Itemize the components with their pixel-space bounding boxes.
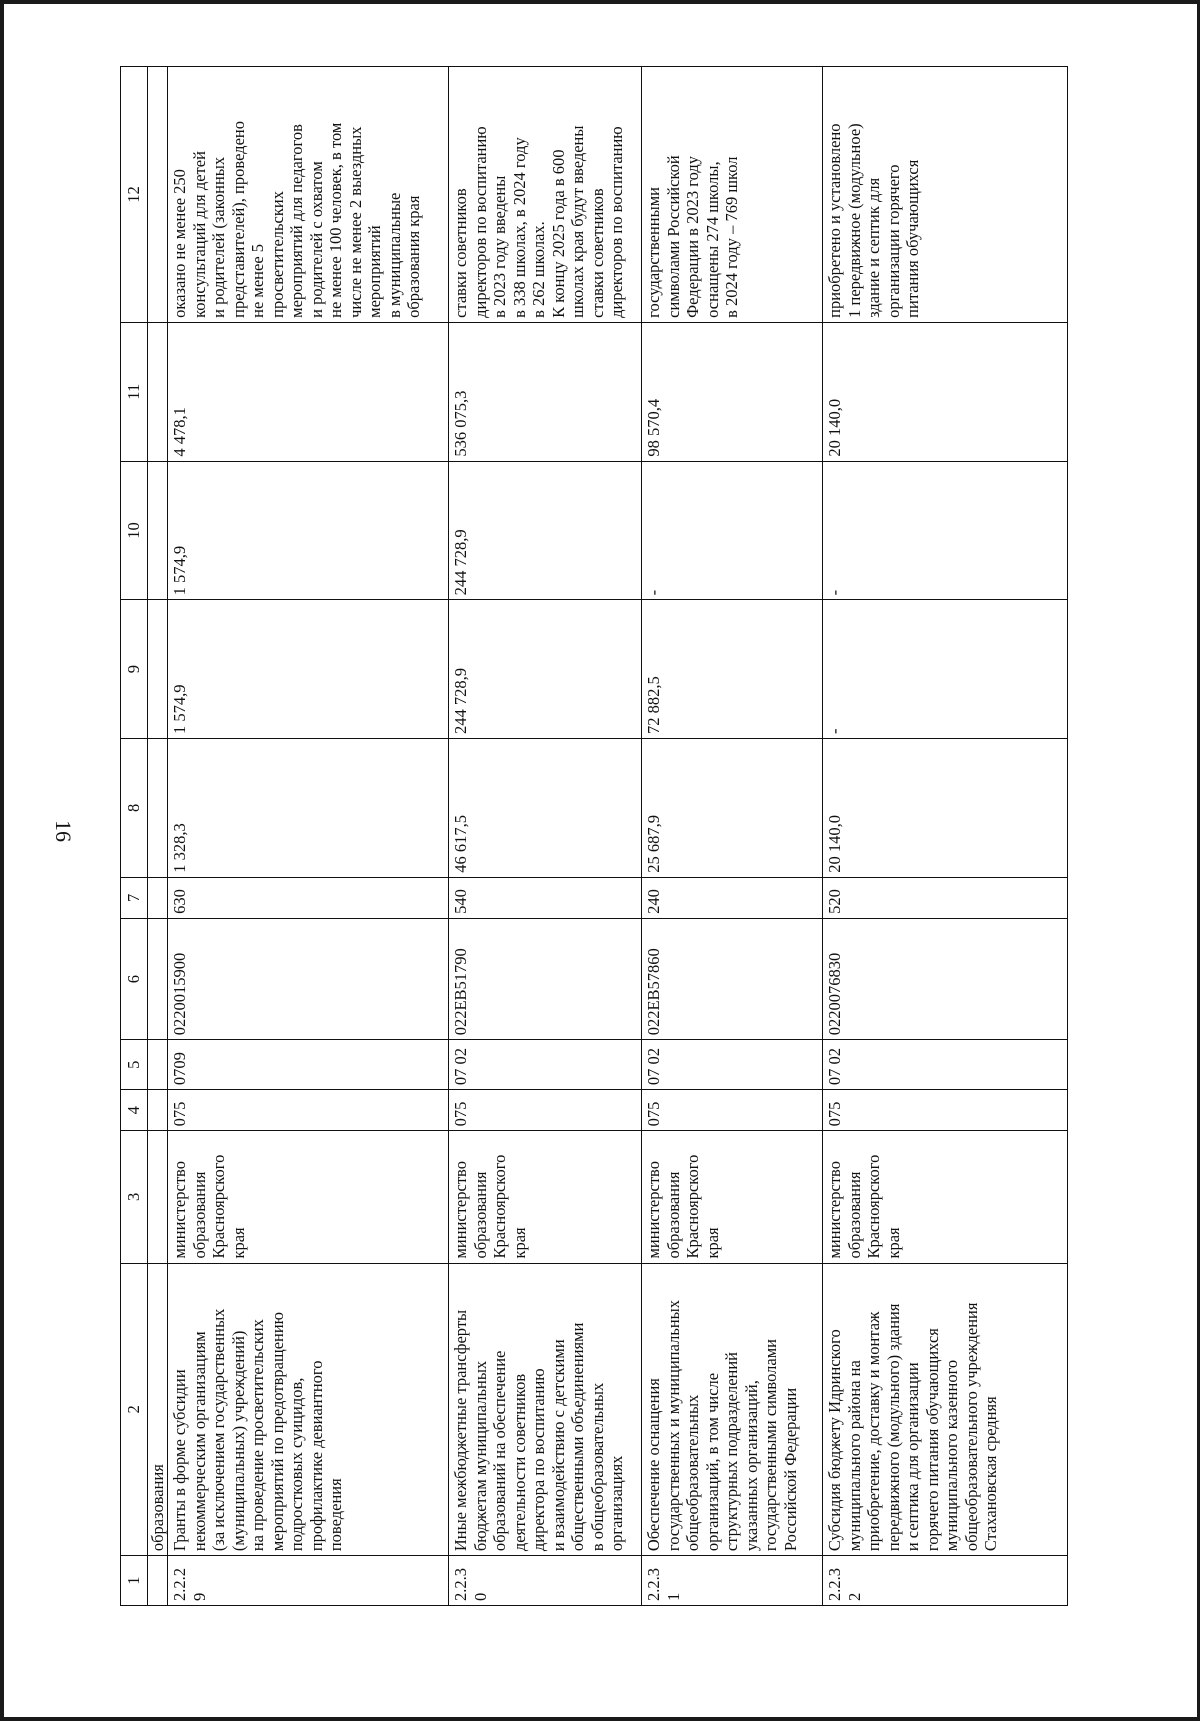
responsible-body: министерство образования Красноярского края bbox=[823, 1131, 1068, 1263]
table-row bbox=[823, 67, 1068, 1606]
code-cell: 07 02 bbox=[642, 1040, 823, 1090]
amount-cell: 4 478,1 bbox=[168, 322, 449, 461]
table-row bbox=[168, 67, 449, 1606]
expected-result: ставки советников директоров по воспитанию в 2023 году введены в 338 школах, в 2024 году в 262 школах. К концу 2025 года в 600 школах края будут введены ставки советников директоров по воспитанию bbox=[449, 67, 642, 323]
responsible-body: министерство образования Красноярского края bbox=[449, 1131, 642, 1263]
expected-result: оказано не менее 250 консультаций для детей и родителей (законных представителей), проведено не менее 5 просветительских мероприятий для педагогов и родителей с охватом не менее 100 человек, в том числе не менее 2 выездных мероприятий в муниципальные образования края bbox=[168, 67, 449, 323]
header-cell: 12 bbox=[121, 67, 148, 323]
expected-result: государственными символами Российской Федерации в 2023 году оснащены 274 школы, в 2024 году – 769 школ bbox=[642, 67, 823, 323]
budget-table-sheet bbox=[120, 66, 1120, 1606]
measure-name: Обеспечение оснащения государственных и муниципальных общеобразовательных организаций, в том числе структурных подразделений указанных организаций, государственными символами Российской Федерации bbox=[642, 1263, 823, 1556]
header-cell: 3 bbox=[121, 1131, 148, 1263]
row-number: 2.2.29 bbox=[168, 1556, 449, 1606]
responsible-body: министерство образования Красноярского края bbox=[642, 1131, 823, 1263]
table-cell bbox=[148, 1131, 168, 1263]
header-cell: 10 bbox=[121, 461, 148, 600]
measure-name: Субсидия бюджету Идринского муниципального района на приобретение, доставку и монтаж передвижного (модульного) здания и септика для организации горячего питания обучающихся муниципального казенного общеобразовательного учреждения Стахановская средняя bbox=[823, 1263, 1068, 1556]
row-number: 2.2.30 bbox=[449, 1556, 642, 1606]
table-cell bbox=[148, 67, 168, 323]
code-cell: 022EB51790 bbox=[449, 918, 642, 1039]
page-number: 16 bbox=[51, 820, 76, 842]
amount-cell: 244 728,9 bbox=[449, 600, 642, 739]
amount-cell: 98 570,4 bbox=[642, 322, 823, 461]
amount-cell: 25 687,9 bbox=[642, 739, 823, 878]
table-cell bbox=[148, 918, 168, 1039]
table-cell bbox=[148, 1090, 168, 1131]
amount-cell: 20 140,0 bbox=[823, 322, 1068, 461]
code-cell: 075 bbox=[642, 1090, 823, 1131]
amount-cell: 1 328,3 bbox=[168, 739, 449, 878]
header-cell: 6 bbox=[121, 918, 148, 1039]
scan-border-top bbox=[0, 0, 1200, 4]
header-cell: 5 bbox=[121, 1040, 148, 1090]
scan-border-bottom bbox=[0, 1717, 1200, 1721]
table-cell bbox=[148, 1556, 168, 1606]
table-cell bbox=[148, 461, 168, 600]
table-cell bbox=[148, 600, 168, 739]
header-cell: 7 bbox=[121, 877, 148, 918]
amount-cell: 46 617,5 bbox=[449, 739, 642, 878]
table-row bbox=[449, 67, 642, 1606]
budget-table bbox=[120, 66, 1068, 1606]
table-cell bbox=[148, 1040, 168, 1090]
table-header-row bbox=[121, 67, 148, 1606]
code-cell: 520 bbox=[823, 877, 1068, 918]
row-number: 2.2.32 bbox=[823, 1556, 1068, 1606]
header-cell: 11 bbox=[121, 322, 148, 461]
continuation-text: образования bbox=[148, 1263, 168, 1556]
header-cell: 2 bbox=[121, 1263, 148, 1556]
table-cell bbox=[148, 877, 168, 918]
code-cell: 075 bbox=[449, 1090, 642, 1131]
code-cell: 630 bbox=[168, 877, 449, 918]
amount-cell: - bbox=[642, 461, 823, 600]
amount-cell: 1 574,9 bbox=[168, 461, 449, 600]
code-cell: 0220076830 bbox=[823, 918, 1068, 1039]
table-row bbox=[642, 67, 823, 1606]
code-cell: 0709 bbox=[168, 1040, 449, 1090]
code-cell: 540 bbox=[449, 877, 642, 918]
code-cell: 240 bbox=[642, 877, 823, 918]
table-cell bbox=[148, 322, 168, 461]
measure-name: Гранты в форме субсидии некоммерческим организациям (за исключением государственных (муниципальных) учреждений) на проведение просветительских мероприятий по предотвращению подростковых суицидов, профилактике девиантного поведения bbox=[168, 1263, 449, 1556]
code-cell: 075 bbox=[823, 1090, 1068, 1131]
code-cell: 075 bbox=[168, 1090, 449, 1131]
scan-border-left bbox=[0, 0, 4, 1721]
responsible-body: министерство образования Красноярского края bbox=[168, 1131, 449, 1263]
amount-cell: 1 574,9 bbox=[168, 600, 449, 739]
header-cell: 1 bbox=[121, 1556, 148, 1606]
row-number: 2.2.31 bbox=[642, 1556, 823, 1606]
table-cell bbox=[148, 739, 168, 878]
header-cell: 4 bbox=[121, 1090, 148, 1131]
amount-cell: 20 140,0 bbox=[823, 739, 1068, 878]
code-cell: 022EB57860 bbox=[642, 918, 823, 1039]
amount-cell: - bbox=[823, 600, 1068, 739]
code-cell: 07 02 bbox=[823, 1040, 1068, 1090]
amount-cell: 536 075,3 bbox=[449, 322, 642, 461]
amount-cell: - bbox=[823, 461, 1068, 600]
header-cell: 9 bbox=[121, 600, 148, 739]
code-cell: 07 02 bbox=[449, 1040, 642, 1090]
amount-cell: 244 728,9 bbox=[449, 461, 642, 600]
amount-cell: 72 882,5 bbox=[642, 600, 823, 739]
continuation-row bbox=[148, 67, 168, 1606]
expected-result: приобретено и установлено 1 передвижное (модульное) здание и септик для организации горячего питания обучающихся bbox=[823, 67, 1068, 323]
measure-name: Иные межбюджетные трансферты бюджетам муниципальных образований на обеспечение деятельности советников директора по воспитанию и взаимодействию с детскими общественными объединениями в общеобразовательных организациях bbox=[449, 1263, 642, 1556]
code-cell: 0220015900 bbox=[168, 918, 449, 1039]
header-cell: 8 bbox=[121, 739, 148, 878]
